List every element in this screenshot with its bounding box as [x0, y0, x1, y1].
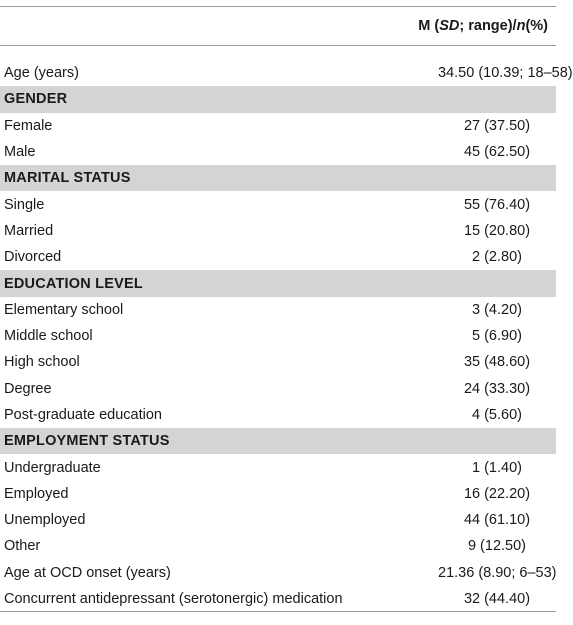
- table-row: [0, 507, 556, 533]
- table-row: [0, 560, 556, 586]
- row-label: High school: [4, 354, 80, 371]
- row-label: Unemployed: [4, 512, 86, 529]
- section-header-row: [0, 270, 556, 296]
- table-row: [0, 481, 556, 507]
- row-value: 32 (44.40): [463, 590, 531, 607]
- row-value: 15 (20.80): [463, 222, 531, 239]
- row-value: 1 (1.40): [472, 459, 522, 476]
- table-row: [0, 402, 556, 428]
- table-row: [0, 191, 556, 217]
- header-text-suffix: (%): [525, 18, 548, 34]
- row-label: Single: [4, 196, 45, 213]
- row-value: 45 (62.50): [463, 144, 531, 161]
- section-header-label: GENDER: [4, 91, 68, 108]
- row-value: 16 (22.20): [463, 485, 531, 502]
- table-row: [0, 218, 556, 244]
- section-header-label: EDUCATION LEVEL: [4, 275, 143, 292]
- row-label: Age at OCD onset (years): [4, 564, 171, 581]
- header-spacer: [0, 46, 556, 60]
- row-value: 35 (48.60): [463, 354, 531, 371]
- row-value: 24 (33.30): [463, 380, 531, 397]
- row-label: Divorced: [4, 249, 62, 266]
- table-row: [0, 244, 556, 270]
- table-row: [0, 454, 556, 480]
- section-header-row: [0, 165, 556, 191]
- row-value: 55 (76.40): [463, 196, 531, 213]
- row-value: 4 (5.60): [472, 407, 522, 423]
- section-header-label: MARITAL STATUS: [4, 170, 131, 187]
- row-label: Concurrent antidepressant (serotonergic) medication: [4, 590, 343, 607]
- section-header-label: EMPLOYMENT STATUS: [4, 433, 170, 450]
- row-value: 5 (6.90): [472, 328, 522, 345]
- table-row: [0, 323, 556, 349]
- row-label: Married: [4, 222, 54, 239]
- row-label: Middle school: [4, 328, 93, 345]
- row-label: Employed: [4, 485, 69, 502]
- row-value: 3 (4.20): [472, 301, 522, 318]
- section-header-row: [0, 86, 556, 112]
- row-value: 2 (2.80): [472, 249, 522, 266]
- table-row: [0, 113, 556, 139]
- row-value: 9 (12.50): [467, 538, 527, 555]
- table-body: [0, 60, 573, 612]
- demographics-table: [0, 6, 573, 612]
- header-text-sd: SD: [439, 18, 460, 34]
- table-header-row: [0, 6, 556, 46]
- row-value: 34.50 (10.39; 18–58): [438, 65, 573, 82]
- row-value: 21.36 (8.90; 6–53): [438, 564, 557, 581]
- row-label: Undergraduate: [4, 459, 101, 476]
- row-label: Female: [4, 117, 53, 134]
- row-label: Degree: [4, 380, 52, 397]
- row-label: Other: [4, 538, 41, 555]
- row-label: Post-graduate education: [4, 407, 162, 423]
- table-row: [0, 586, 556, 612]
- table-row: [0, 533, 556, 559]
- row-label: Elementary school: [4, 301, 124, 318]
- table-row: [0, 139, 556, 165]
- table-row: [0, 349, 556, 375]
- header-text-prefix: M (: [418, 18, 440, 34]
- row-label: Male: [4, 144, 36, 161]
- row-value: 27 (37.50): [463, 117, 531, 134]
- header-text-mid: ; range)/: [459, 18, 517, 34]
- table-row: [0, 297, 556, 323]
- table-row: [0, 376, 556, 402]
- header-text-n: n: [516, 18, 526, 34]
- row-label: Age (years): [4, 65, 79, 82]
- row-value: 44 (61.10): [463, 512, 531, 529]
- section-header-row: [0, 428, 556, 454]
- table-row: [0, 60, 573, 86]
- column-header-value: [418, 7, 548, 45]
